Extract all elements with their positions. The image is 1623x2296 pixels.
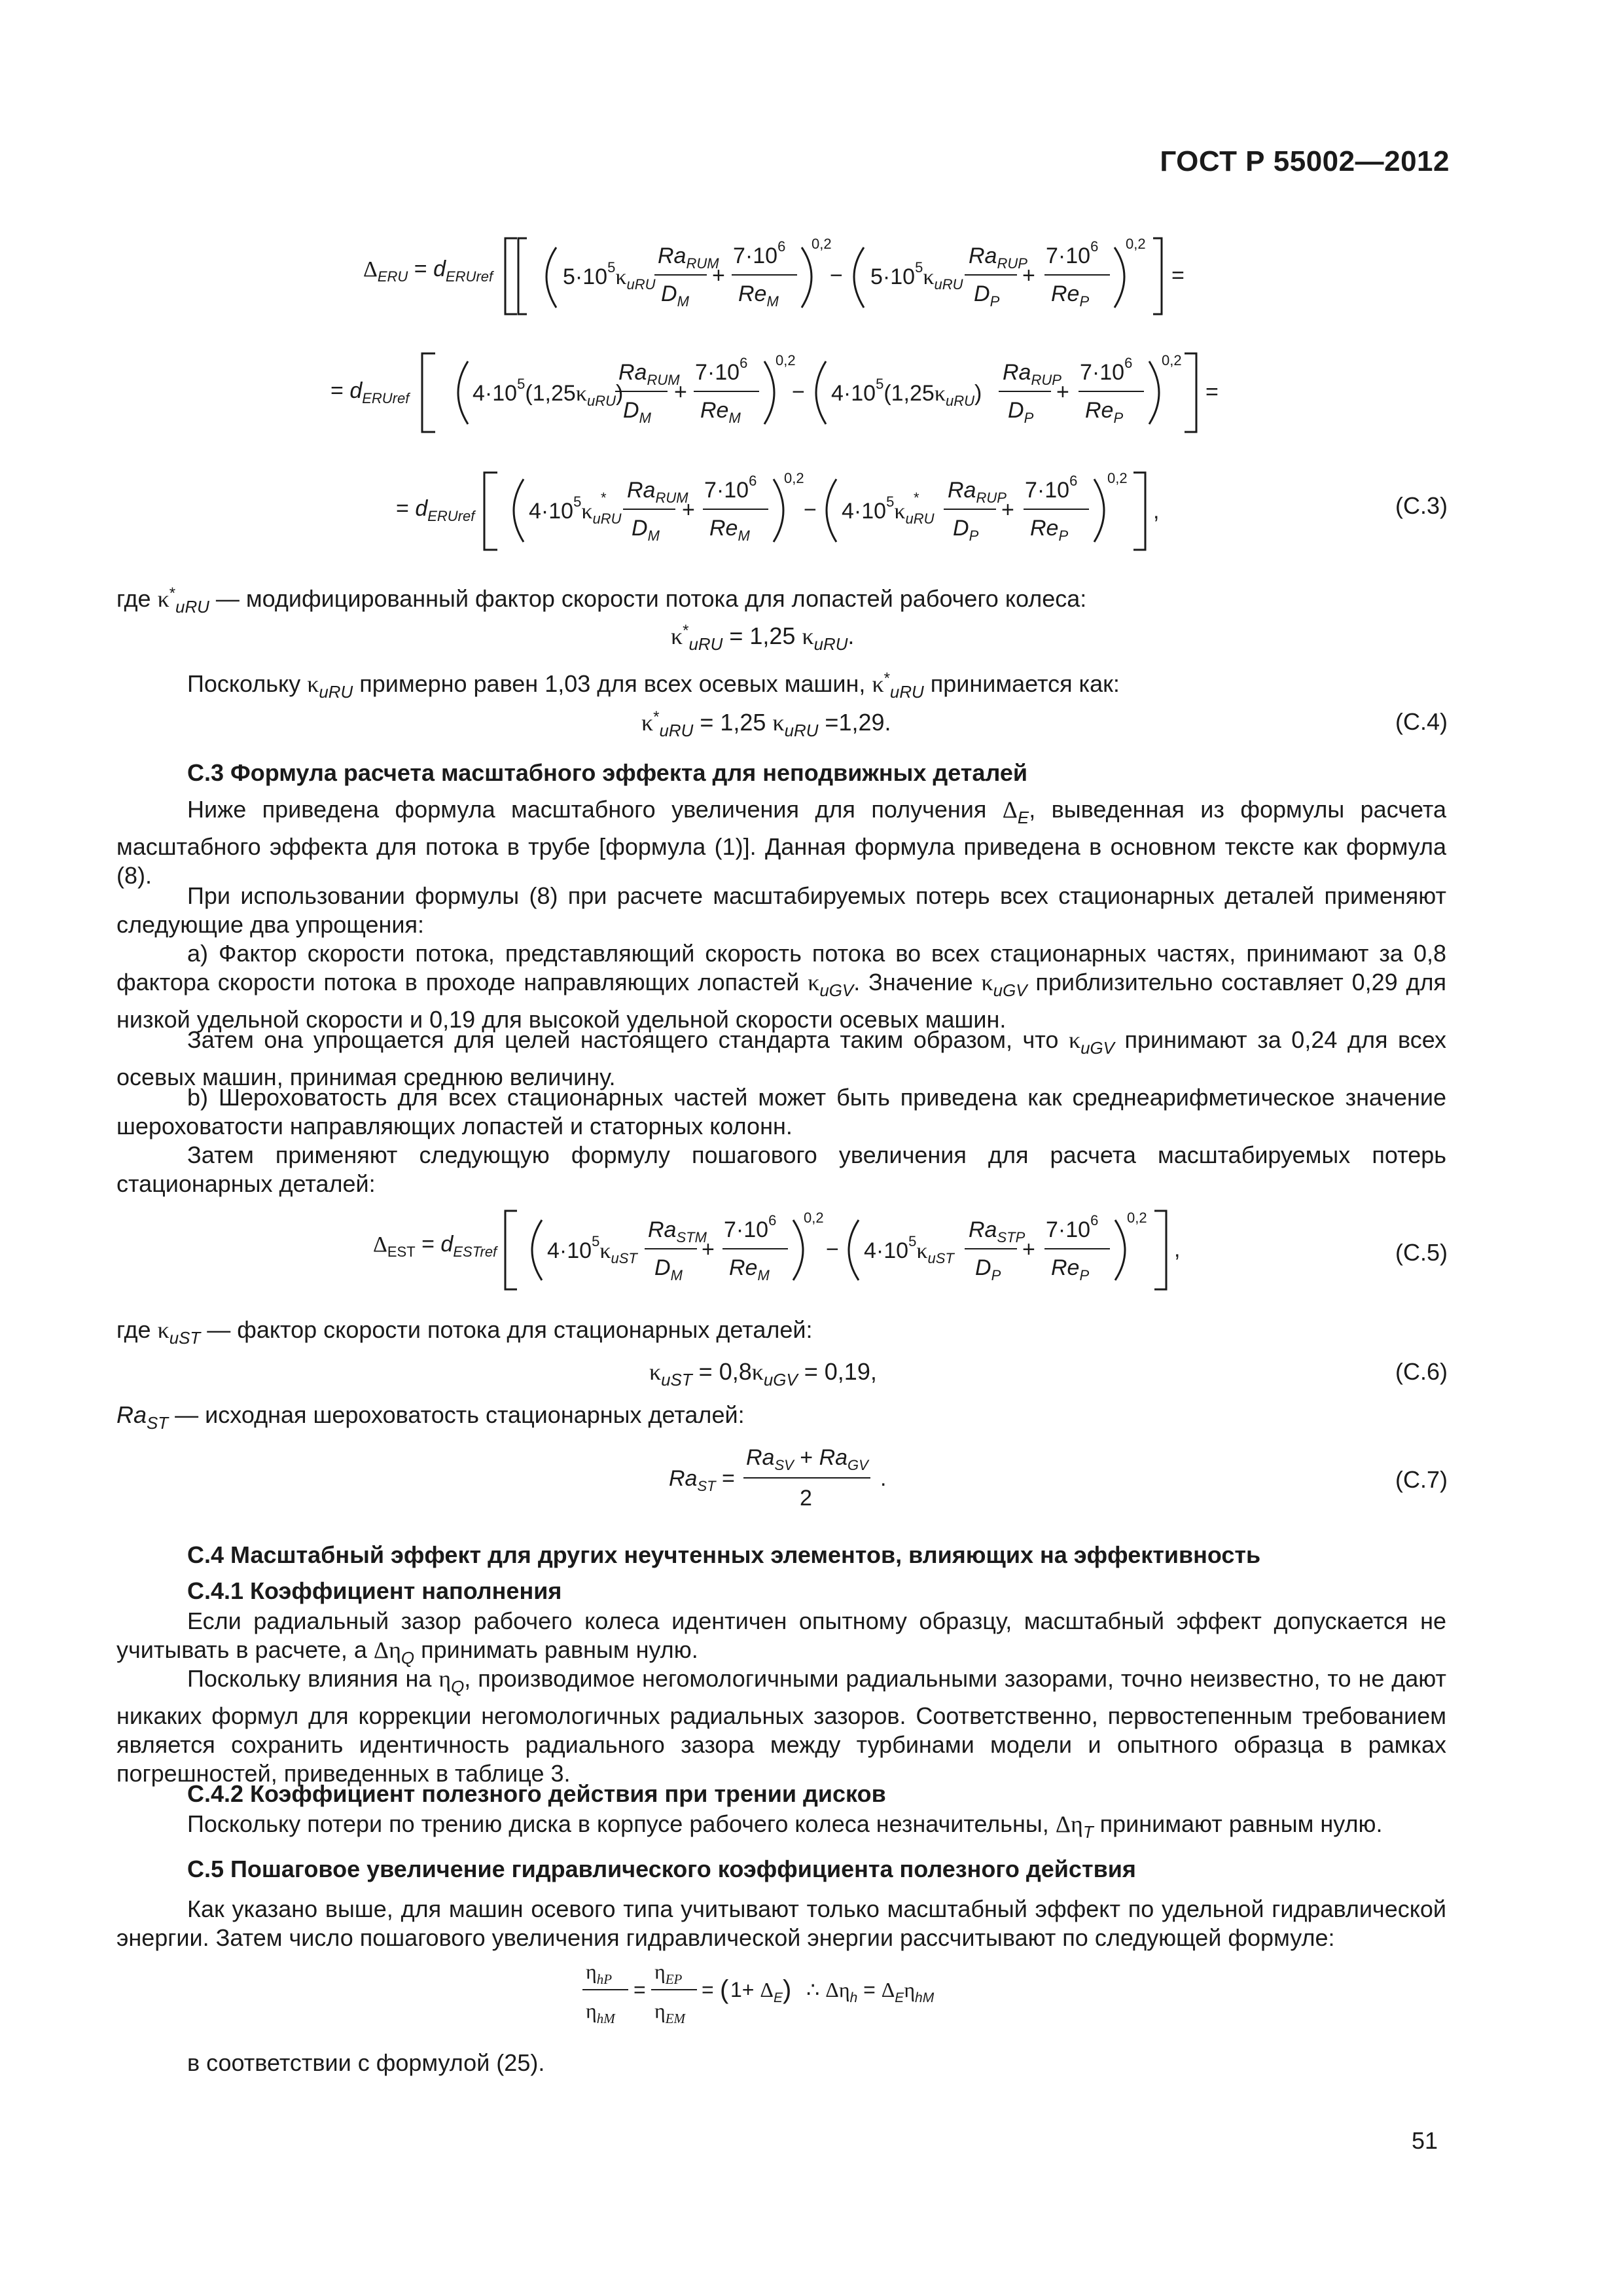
svg-text:ηEM: $\eta_{EM}$ [654,1999,686,2026]
paragraph-c42-text: Поскольку потери по трению диска в корпусе рабочего колеса незначительны, $\Delta\eta_T$ принимают равным нулю. [187,1810,1383,1842]
svg-text:ReP: $Re_P$ [1030,516,1069,544]
svg-text:RaRUM: $Ra_{RUM}$ [658,243,719,272]
svg-text:∴ Δηh = ΔEηhM: ∴ $\Delta\eta_h = \Delta_E\eta_{hM}$ [806,1978,935,2005]
svg-text:1+ ΔE: $1+ \Delta_E$ [730,1978,783,2005]
svg-text:= dERUref: = $d_{ERUref}$ [396,496,475,524]
paragraph-c5-text: Как указано выше, для машин осевого типа учитывают только масштабный эффект по удельной гидравлической энергии. Затем число пошагового увеличения гидравлической энергии рассчитывают по следующей формуле: [116,1895,1446,1951]
eq-number-c7: (С.7) [1395,1466,1448,1493]
svg-text:=: = [633,1978,646,2001]
svg-text:+: + [1022,1237,1035,1262]
svg-text:5·105κuRU: $5\cdot 10^5\kappa_{uRU}$ [870,259,963,293]
svg-text:DM: $D_M$ [661,281,689,310]
equation-c7 [0,1440,1623,1515]
svg-text:*: * [601,490,607,506]
paragraph-kust-def: где $\kappa_{uST}$ — фактор скорости потока для стационарных деталей: [116,1316,813,1348]
svg-text:+: + [682,497,695,522]
paragraph-c3-item-a: а) Фактор скорости потока, представляющий скорость потока во всех стационарных частях, принимают за 0,8 фактора скорости потока в проходе направляющих лопастей $\kappa_{uGV}$. Значение $\kappa_{uGV}$ приблизительно составляет 0,29 для низкой удельной скорости и 0,19 для высокой удельной скорости осевых машин. [116,940,1446,1033]
svg-text:(: ( [720,1975,729,2004]
paragraph-final: в соответствии с формулой (25). [187,2049,545,2076]
equation-c5 [0,1191,1623,1302]
svg-text:ηhP: $\eta_{hP}$ [586,1960,613,1987]
svg-text:DM: $D_M$ [654,1255,683,1283]
svg-text:7·106: $7\cdot 10^6$ [724,1212,777,1242]
svg-text:ReP: $Re_P$ [1051,281,1090,310]
svg-text:RaSTM: $Ra_{STM}$ [648,1217,707,1246]
svg-text:): ) [783,1975,792,2004]
svg-text:RaRUP: $Ra_{RUP}$ [969,243,1027,272]
svg-text:4·105(1,25κuRU): $4\cdot 10^5(1,25\kappa_{uRU})$ [473,376,624,409]
svg-text:4·105κuRU: $4\cdot 10^5\kappa_{uRU}$ [842,493,935,527]
svg-text:4·105κuRU: $4\cdot 10^5\kappa_{uRU}$ [529,493,622,527]
paragraph-rast-def: $Ra_{ST}$ — исходная шероховатость стационарных деталей: [116,1401,745,1433]
svg-text:ReP: $Re_P$ [1085,398,1124,426]
paragraph-c3-item-b: b) Шероховатость для всех стационарных частей может быть приведена как среднеарифметическое значение шероховатости направляющих лопастей и статорных колонн. [116,1084,1446,1139]
svg-text:7·106: $7\cdot 10^6$ [695,355,748,385]
svg-text:4·105(1,25κuRU): $4\cdot 10^5(1,25\kappa_{uRU})$ [831,376,982,409]
section-c3-heading: С.3 Формула расчета масштабного эффекта для неподвижных деталей [187,759,1027,786]
paragraph-c3-formula-intro: Затем применяют следующую формулу пошагового увеличения для расчета масштабируемых потерь стационарных деталей: [116,1141,1446,1197]
svg-text:RaRUM: $Ra_{RUM}$ [618,360,680,388]
svg-text:7·106: $7\cdot 10^6$ [704,473,757,503]
svg-text:0,2: 0,2 [812,236,832,252]
svg-text:+: + [1022,263,1035,288]
svg-text:DP: $D_P$ [975,1255,1001,1283]
section-c5-heading: С.5 Пошаговое увеличение гидравлического коэффициента полезного действия [187,1856,1136,1882]
svg-text:7·106: $7\cdot 10^6$ [1080,355,1133,385]
svg-text:*: * [914,490,919,506]
svg-text:=: = [1171,263,1185,288]
svg-text:DP: $D_P$ [953,516,979,544]
svg-text:ηEP: $\eta_{EP}$ [654,1960,683,1987]
svg-text:RaRUP: $Ra_{RUP}$ [1003,360,1061,388]
svg-text:,: , [1174,1237,1181,1262]
svg-text:−: − [830,263,843,288]
section-c41-heading: С.4.1 Коэффициент наполнения [187,1577,562,1604]
svg-text:DP: $D_P$ [974,281,1000,310]
svg-text:= dERUref: = $d_{ERUref}$ [330,378,410,406]
eq-number-c6: (С.6) [1395,1358,1448,1385]
svg-text:=: = [1205,380,1219,404]
svg-text:0,2: 0,2 [776,352,796,368]
svg-text:.: . [880,1466,887,1491]
svg-text:7·106: $7\cdot 10^6$ [1025,473,1078,503]
svg-text:0,2: 0,2 [804,1210,824,1226]
paragraph-since-kappa: Поскольку $\kappa_{uRU}$ примерно равен 1,03 для всех осевых машин, $\kappa^*_{uRU}$ принимается как: [187,670,1120,702]
svg-text:0,2: 0,2 [1126,236,1146,252]
paragraph-c3-intro: Ниже приведена формула масштабного увеличения для получения $\Delta_E$, выведенная из формулы расчета масштабного эффекта для потока в трубе [формула (1)]. Данная формула приведена в основном тексте как формула (8). [116,796,1446,889]
svg-text:DM: $D_M$ [632,516,660,544]
equation-hydraulic-step-up [0,1954,1623,2029]
paragraph-c41-radial: Поскольку влияния на $\eta_Q$, производимое негомологичными радиальными зазорами, точно неизвестно, то не дают никаких формул для коррекции негомологичных радиальных зазоров. Соответственно, первостепенным требованием является сохранить идентичность радиального зазора между турбинами модели и опытного образца в рамках погрешностей, приведенных в таблице 3. [116,1665,1446,1787]
paragraph-kappa-star-def: где $\kappa^*_{uRU}$ — модифицированный фактор скорости потока для лопастей рабочего колеса: [116,584,1087,617]
svg-text:RaRUP: $Ra_{RUP}$ [948,478,1007,506]
svg-text:ReM: $Re_M$ [738,281,779,310]
svg-text:7·106: $7\cdot 10^6$ [1046,238,1099,268]
paragraph-c3-simplify: Затем она упрощается для целей настоящего стандарта таким образом, что $\kappa_{uGV}$ принимают за 0,24 для всех осевых машин, принимая среднюю величину. [116,1026,1446,1091]
equation-c6: $\kappa_{uST} = 0,8\kappa_{uGV} = 0,19$, [649,1358,877,1390]
svg-text:+: + [1056,380,1069,404]
page-number: 51 [1411,2127,1438,2154]
svg-text:ΔERU = dERUref: $\Delta_{ERU} = d_{ERUref}$ [363,257,493,285]
svg-text:7·106: $7\cdot 10^6$ [733,238,786,268]
svg-text:0,2: 0,2 [784,470,804,486]
svg-text:=: = [702,1978,714,2001]
svg-text:ReM: $Re_M$ [709,516,750,544]
section-c4-heading: С.4 Масштабный эффект для других неучтенных элементов, влияющих на эффективность [187,1541,1261,1568]
eq-number-c4: (С.4) [1395,708,1448,735]
svg-text:RaRUM: $Ra_{RUM}$ [627,478,688,506]
svg-text:ηhM: $\eta_{hM}$ [586,1999,615,2026]
equation-c4: $\kappa^*_{uRU} = 1,25$ $\kappa_{uRU} =1,29$. [641,708,891,741]
svg-text:4·105κuST: $4\cdot 10^5\kappa_{uST}$ [547,1233,637,1266]
svg-text:4·105κuST: $4\cdot 10^5\kappa_{uST}$ [864,1233,954,1266]
svg-text:0,2: 0,2 [1127,1210,1147,1226]
svg-text:ΔEST = dESTref: $\Delta_{EST} = d_{ESTref}$ [373,1232,497,1260]
eq-number-c5: (С.5) [1395,1239,1448,1266]
svg-text:+: + [1001,497,1014,522]
svg-text:2: 2 [800,1486,812,1511]
svg-text:ReP: $Re_P$ [1051,1255,1090,1283]
svg-text:−: − [804,497,817,522]
svg-text:DM: $D_M$ [623,398,651,426]
equation-kappa-star: $\kappa^*_{uRU} = 1,25$ $\kappa_{uRU}$. [671,622,855,655]
svg-text:+: + [702,1237,715,1262]
paragraph-c3-simplifications: При использовании формулы (8) при расчете масштабируемых потерь всех стационарных деталей применяют следующие два упрощения: [116,882,1446,938]
svg-text:+: + [674,380,687,404]
svg-text:5·105κuRU: $5\cdot 10^5\kappa_{uRU}$ [563,259,656,293]
standard-header: ГОСТ Р 55002—2012 [1160,145,1450,177]
equation-c3 [0,216,1623,569]
section-c42-heading: С.4.2 Коэффициент полезного действия при трении дисков [187,1780,886,1807]
svg-text:RaST =: $Ra_{ST}$ = [669,1466,735,1494]
svg-text:−: − [792,380,805,404]
svg-text:0,2: 0,2 [1162,352,1182,368]
paragraph-c41-text: Если радиальный зазор рабочего колеса идентичен опытному образцу, масштабный эффект допускается не учитывать в расчете, а $\Delta\eta_Q$ принимать равным нулю. [116,1607,1446,1668]
svg-text:RaSV + RaGV: $Ra_{SV} + Ra_{GV}$ [746,1445,868,1473]
eq-number-c3: (С.3) [1395,492,1448,519]
svg-text:7·106: $7\cdot 10^6$ [1046,1212,1099,1242]
svg-text:,: , [1153,499,1160,524]
svg-text:ReM: $Re_M$ [729,1255,770,1283]
svg-text:RaSTP: $Ra_{STP}$ [969,1217,1026,1246]
svg-text:DP: $D_P$ [1008,398,1034,426]
svg-text:+: + [712,263,725,288]
svg-text:−: − [826,1237,839,1262]
svg-text:ReM: $Re_M$ [700,398,741,426]
svg-text:0,2: 0,2 [1107,470,1128,486]
